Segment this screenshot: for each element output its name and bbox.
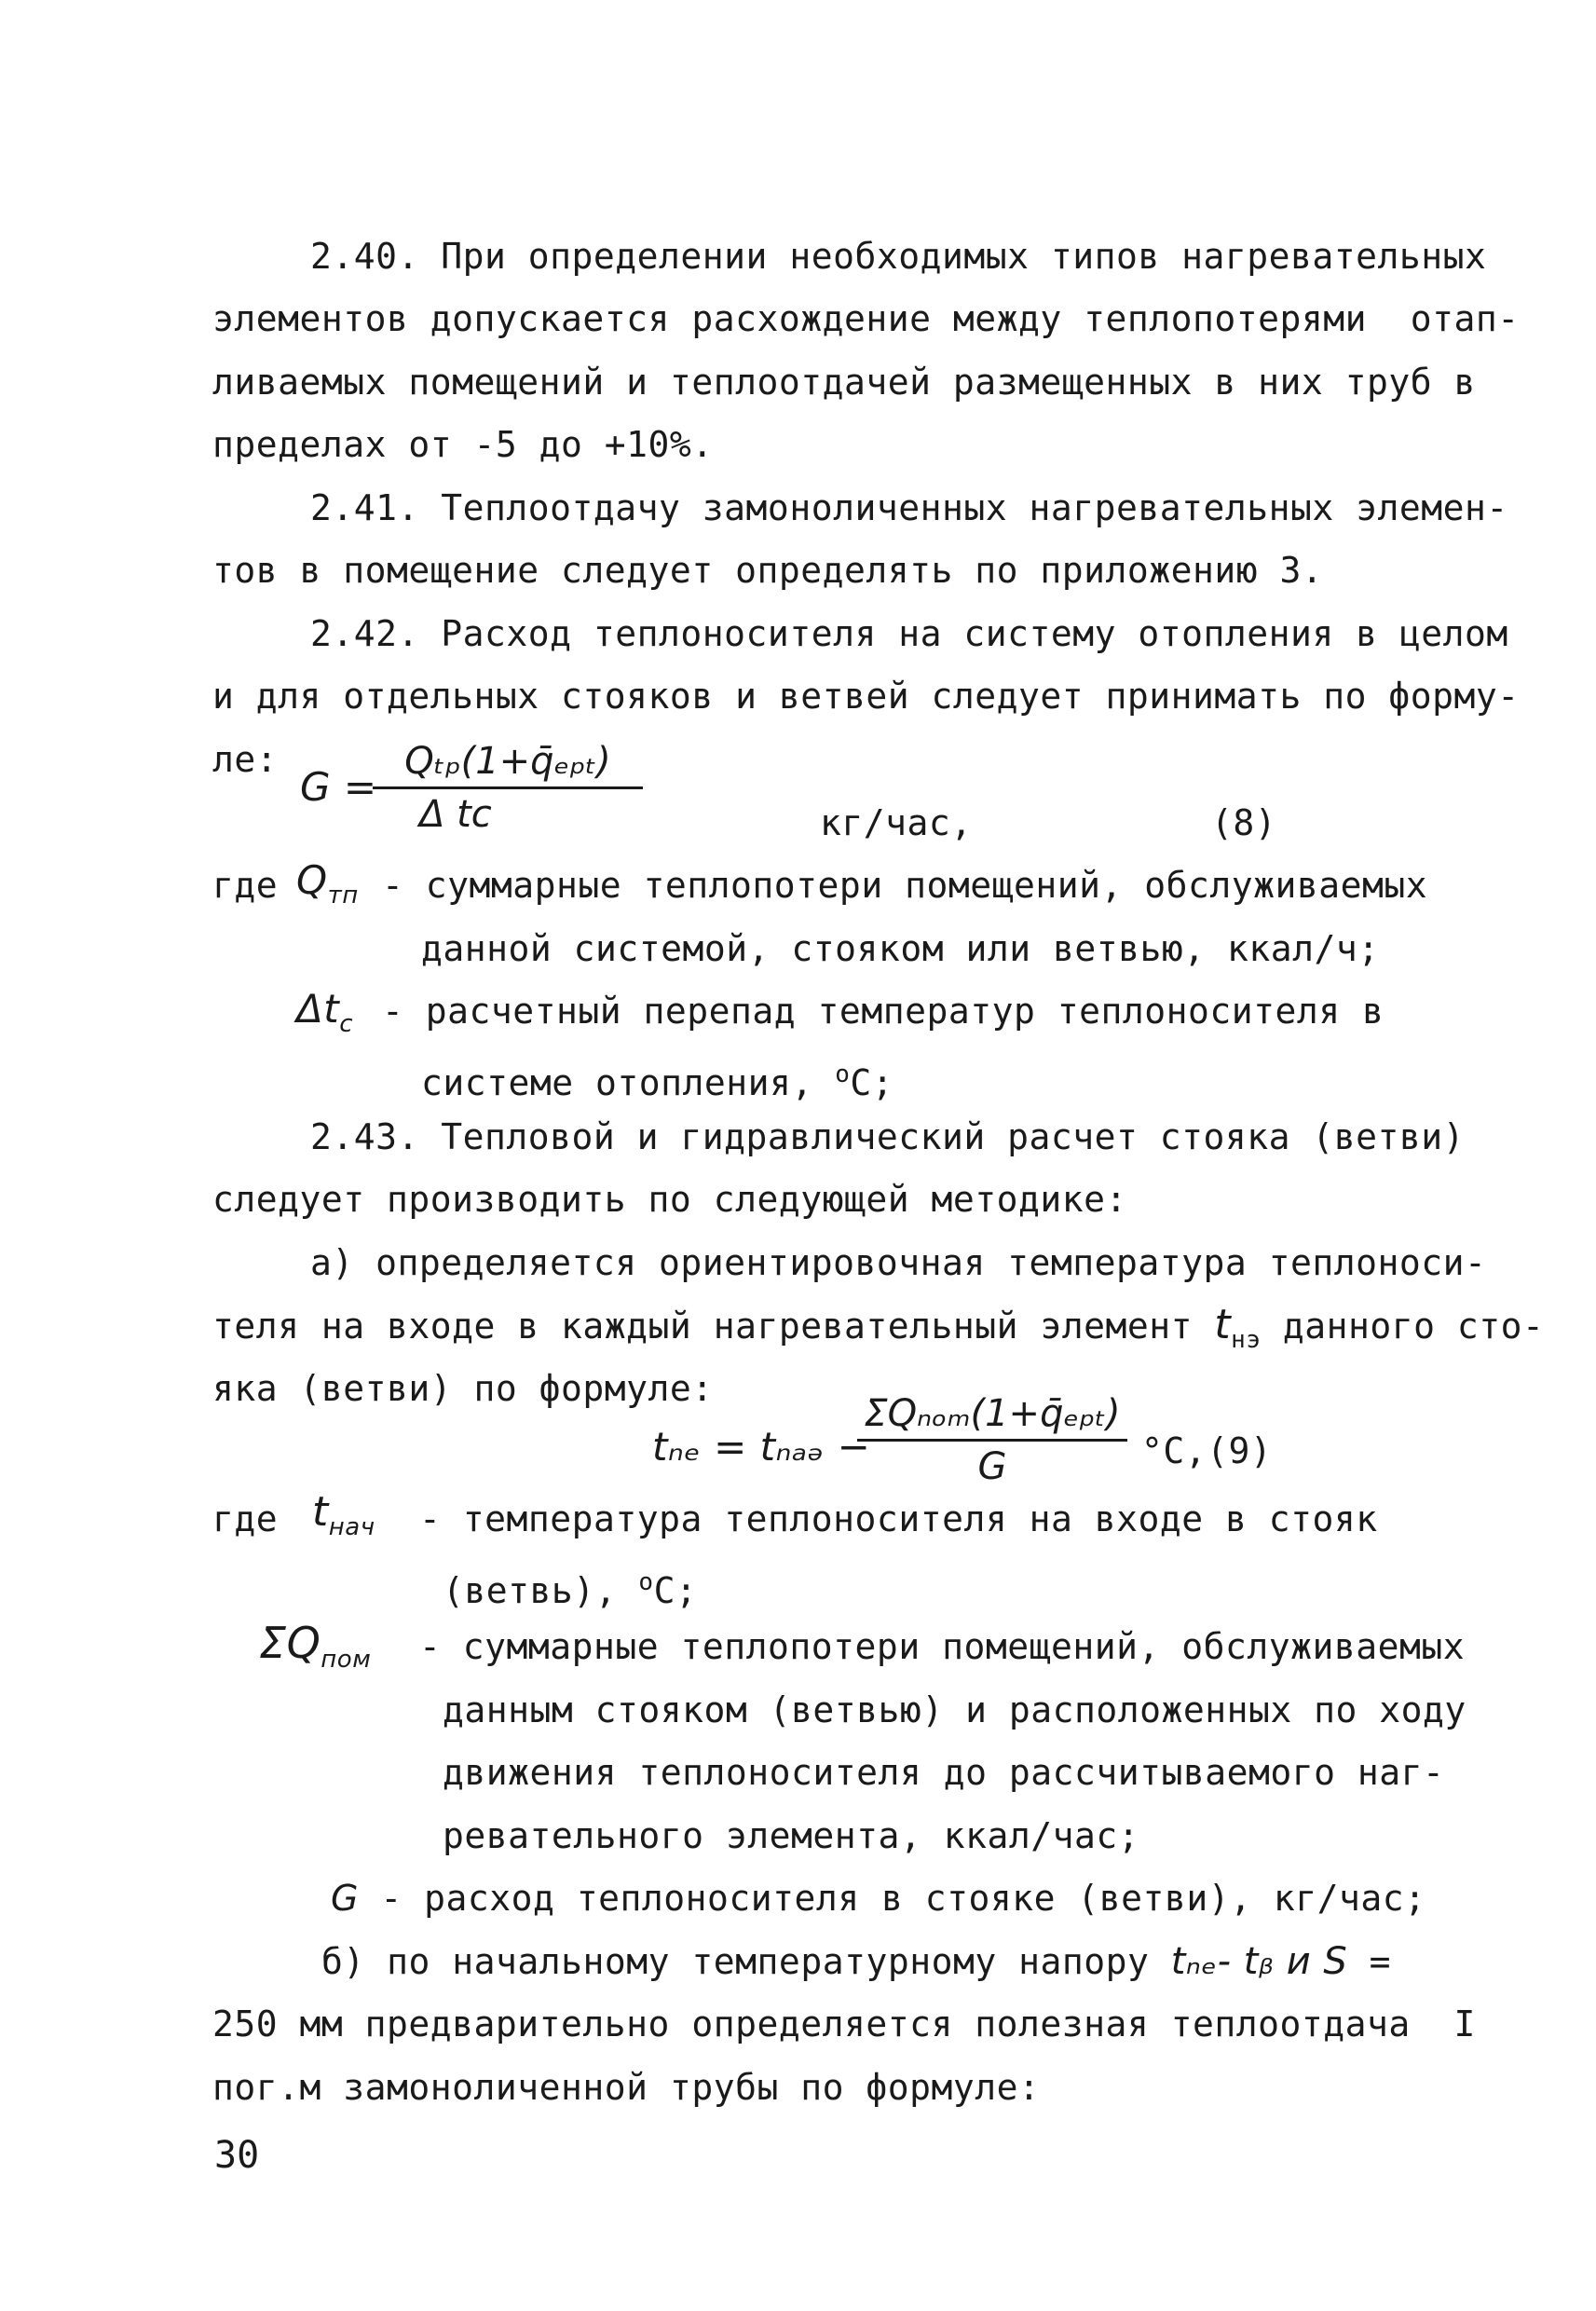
- defs-9-text-1a: - температура теплоносителя на входе в стояк: [419, 1498, 1378, 1539]
- defs-9-symbol-sum-q-pom: $\Sigma Q_{пом}$: [259, 1618, 372, 1674]
- paragraph-2-43-line-1: 2.43. Тепловой и гидравлический расчет стояка (ветви): [310, 1116, 1466, 1157]
- formula-8-unit: кг/час,: [820, 802, 973, 843]
- formula-9-numerator: ΣQₙₒₘ(1+q̄ₑₚₜ): [864, 1392, 1121, 1435]
- defs-8-text-2b: системе отопления, $^o$C;: [421, 1060, 894, 1103]
- defs-9-where: где: [212, 1498, 279, 1539]
- paragraph-b-line-2: 250 мм предварительно определяется полезная теплоотдача I: [212, 2003, 1476, 2044]
- paragraph-2-43-line-3: а) определяется ориентировочная температура теплоноси-: [310, 1242, 1487, 1283]
- defs-8-symbol-delta-tc: $\Delta t_c$: [296, 986, 353, 1038]
- defs-9-line-g: G - расход теплоносителя в стояке (ветви), кг/час;: [331, 1878, 1426, 1919]
- paragraph-2-42-line-1: 2.42. Расход теплоносителя на систему отопления в целом: [310, 613, 1508, 654]
- paragraph-2-40-line-2: элементов допускается расхождение между теплопотерями отап-: [212, 298, 1520, 339]
- defs-9-text-2b: данным стояком (ветвью) и расположенных по ходу: [443, 1689, 1466, 1730]
- paragraph-2-40-line-4: пределах от -5 до +10%.: [212, 424, 714, 465]
- formula-8-fraction: [373, 738, 643, 838]
- defs-9-symbol-g: G: [331, 1878, 359, 1919]
- page-number: 30: [214, 2134, 260, 2177]
- formula-8-fraction-bar: [373, 786, 643, 789]
- defs-8-text-2a: - расчетный перепад температур теплоносителя в: [382, 991, 1385, 1032]
- paragraph-2-42-line-2: и для отдельных стояков и ветвей следует принимать по формy-: [212, 676, 1520, 717]
- paragraph-2-41-line-1: 2.41. Теплоотдачу замоноличенных нагревательных элемен-: [310, 487, 1508, 528]
- paragraph-2-42-line-3: ле:: [212, 739, 279, 780]
- formula-8-number: (8): [1211, 802, 1277, 843]
- defs-8-symbol-q-tp: $Q_{тп}$: [296, 857, 359, 909]
- formula-8-denominator: Δ tᴄ: [419, 793, 492, 836]
- formula-9-fraction-bar: [857, 1439, 1127, 1442]
- defs-9-text-2d: ревательного элемента, ккал/час;: [443, 1815, 1140, 1856]
- formula-8-numerator: Qₜₚ(1+q̄ₑₚₜ): [404, 740, 611, 783]
- defs-8-where: где: [212, 865, 279, 906]
- formula-9-lhs: tₙₑ = tₙₐₔ −: [652, 1424, 871, 1470]
- paragraph-2-40-line-1: 2.40. При определении необходимых типов нагревательных: [310, 236, 1487, 277]
- formula-9-tail: °C,(9): [1141, 1430, 1273, 1471]
- paragraph-2-40-line-3: ливаемых помещений и теплоотдачей размещенных в них труб в: [212, 362, 1476, 403]
- defs-8-text-1a: - суммарные теплопотери помещений, обслуживаемых: [382, 865, 1428, 906]
- defs-9-text-2a: - суммарные теплопотери помещений, обслуживаемых: [419, 1626, 1466, 1667]
- defs-9-symbol-t-nach: $t_{нач}$: [312, 1488, 375, 1541]
- formula-9-denominator: G: [977, 1445, 1007, 1488]
- paragraph-2-41-line-2: тов в помещение следует определять по приложению 3.: [212, 550, 1324, 591]
- defs-9-text-2c: движения теплоносителя до рассчитываемого наг-: [443, 1752, 1445, 1793]
- paragraph-b-line-3: пог.м замоноличенной трубы по формуле:: [212, 2067, 1041, 2108]
- defs-9-text-1b: (ветвь), $^o$C;: [443, 1568, 698, 1611]
- formula-8-lhs: G =: [300, 764, 377, 810]
- defs-8-text-1b: данной системой, стояком или ветвью, ккал/ч;: [421, 928, 1380, 969]
- paragraph-2-43-line-2: следует производить по следующей методике:: [212, 1179, 1127, 1220]
- paragraph-2-43-line-4: теля на входе в каждый нагревательный элемент $t_{нэ}$ данного сто-: [212, 1301, 1545, 1354]
- paragraph-2-43-line-5: яка (ветви) по формуле:: [212, 1368, 714, 1409]
- paragraph-b-line-1: б) по начальному температурному напору tₙₑ- tᵦ и S =: [321, 1940, 1392, 1983]
- formula-9-fraction: [857, 1390, 1127, 1490]
